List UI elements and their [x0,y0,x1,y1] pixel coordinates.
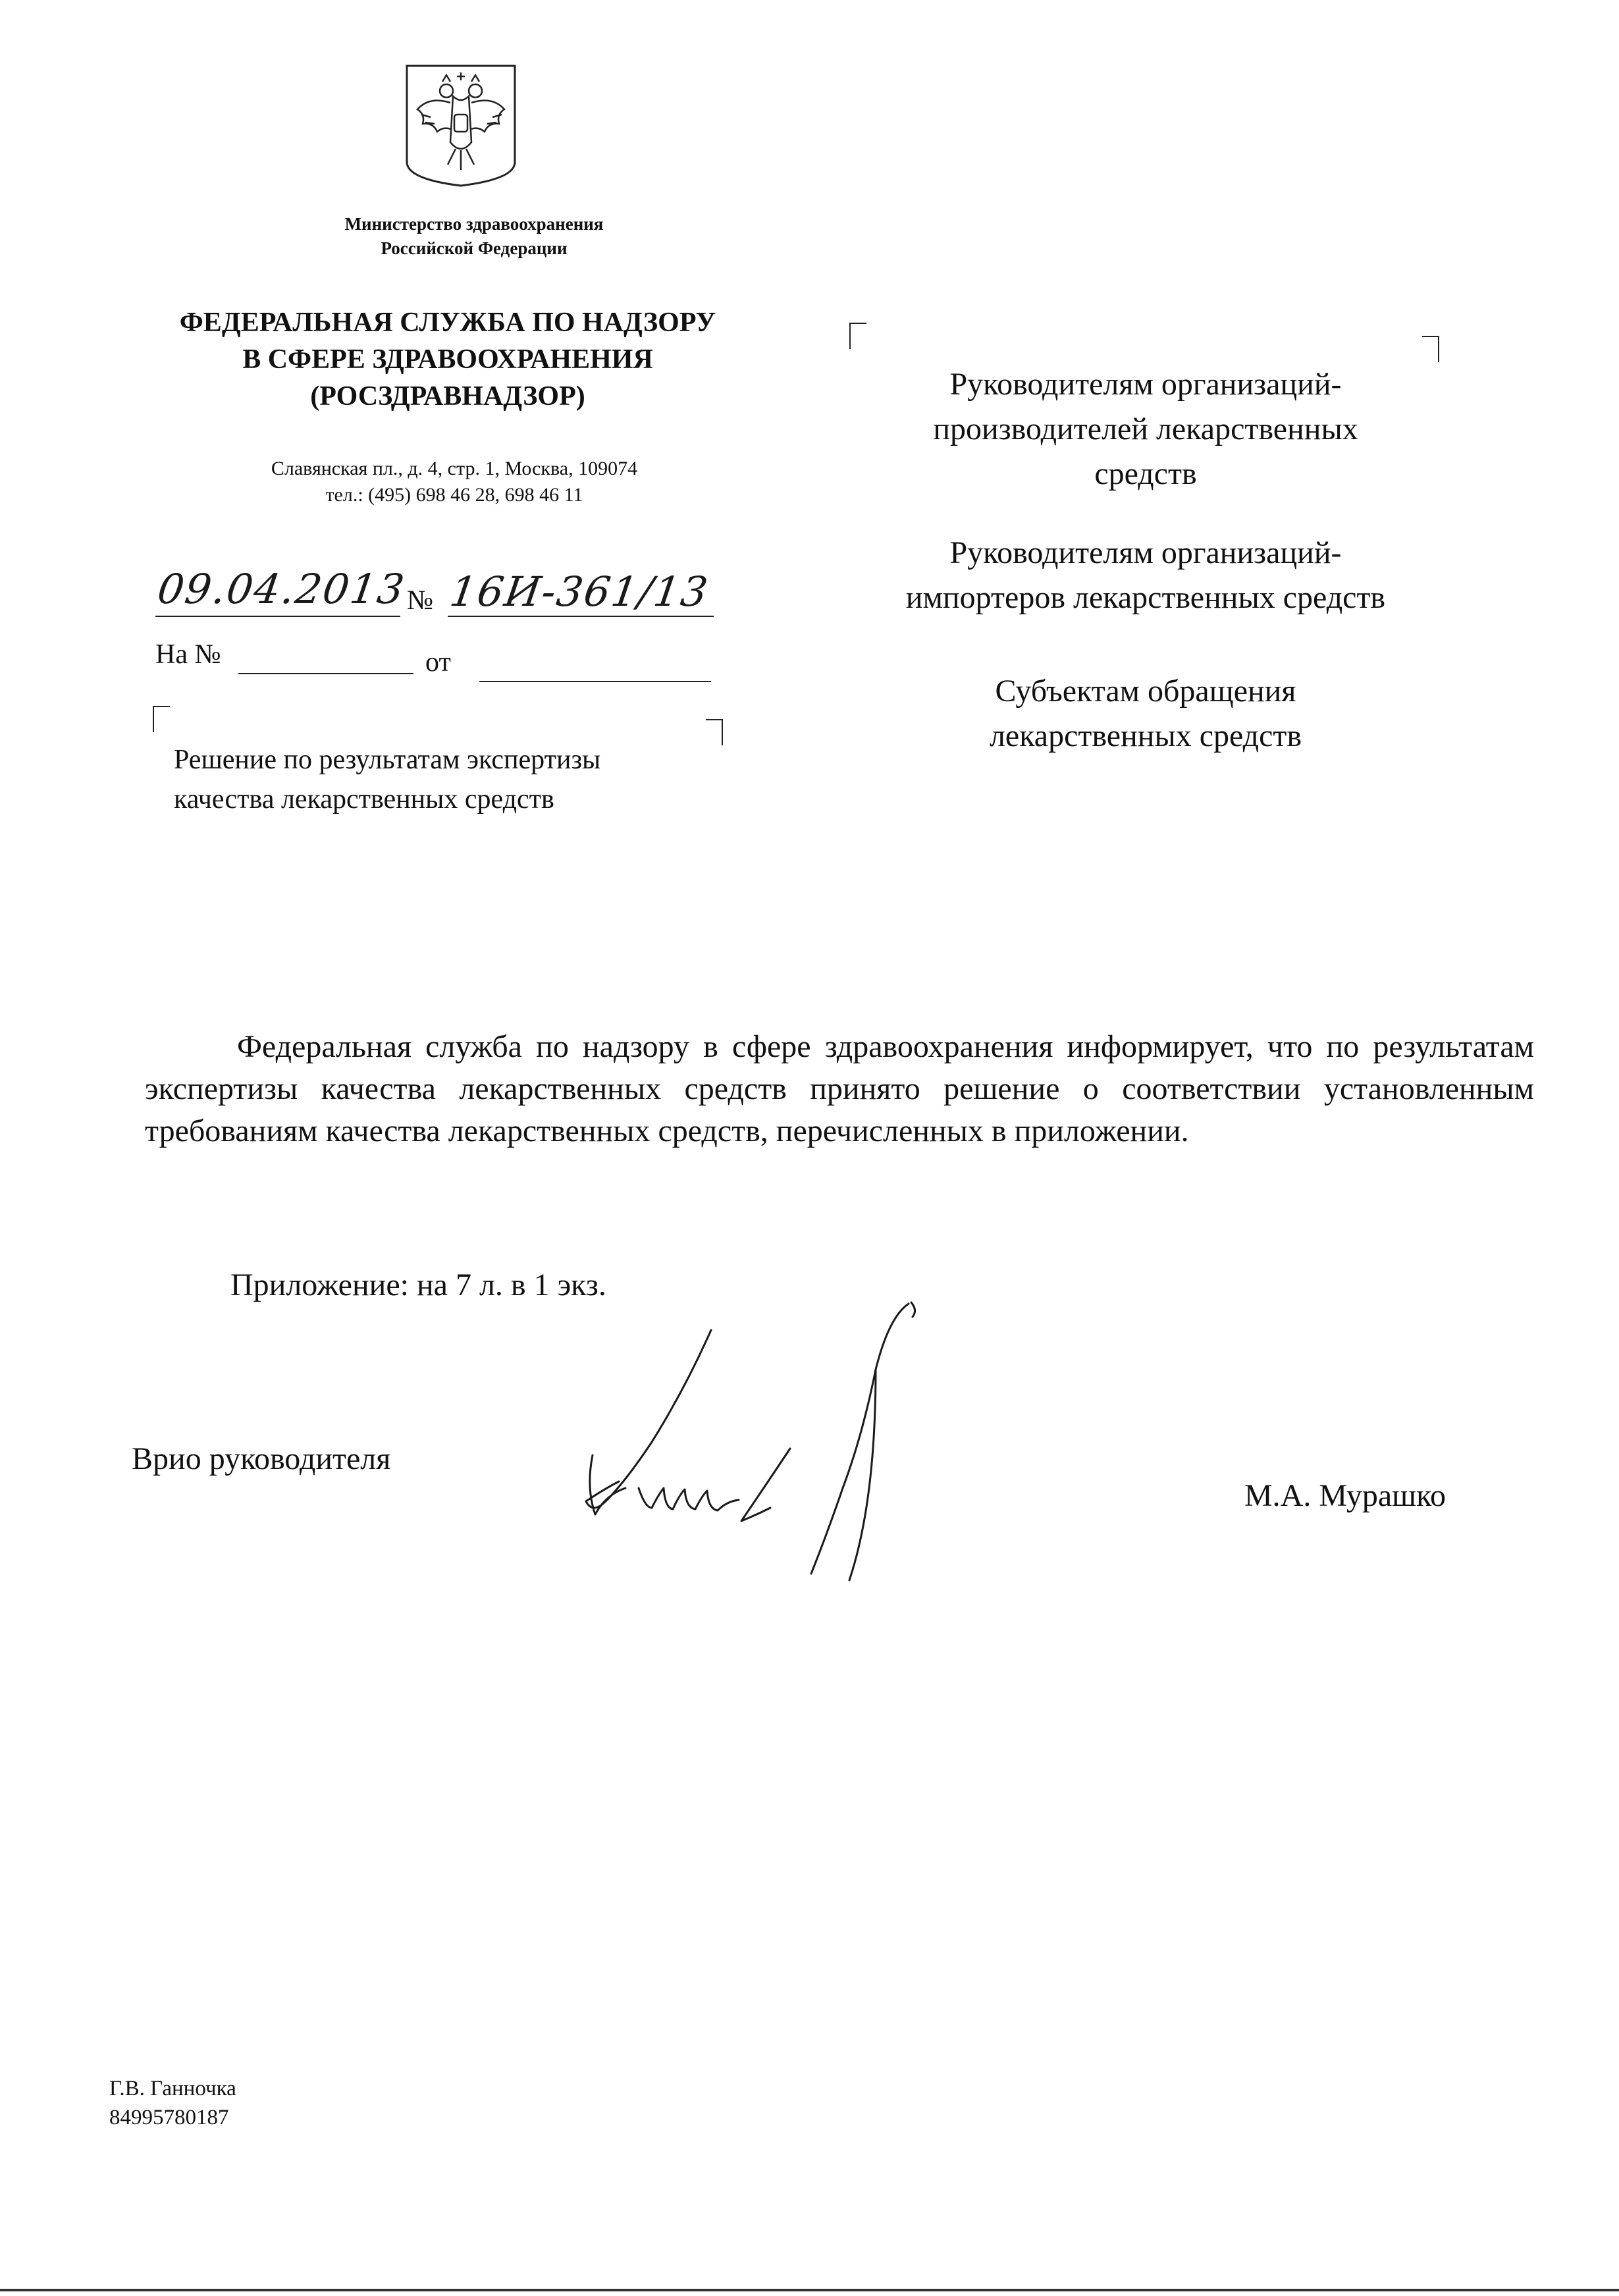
handwritten-signature-icon [566,1291,961,1593]
addressee-line: Субъектам обращения [995,674,1296,708]
service-line: (РОСЗДРАВНАДЗОР) [310,381,585,412]
addressee-line: Руководителям организаций- [949,535,1342,570]
subject [174,740,766,819]
service-name [119,304,777,415]
bracket-top-left [849,323,866,349]
number-sign: № [407,585,434,616]
addressee-line: средств [1094,456,1197,491]
address-line: Славянская пл., д. 4, стр. 1, Москва, 109074 [271,458,638,479]
subject-line: качества лекарственных средств [174,784,554,814]
in-reply-date-blank [479,681,711,682]
service-address [171,456,737,508]
signer-name: М.А. Мурашко [1244,1478,1446,1513]
addressee-subjects [816,669,1475,759]
from-label: от [425,647,451,678]
addressee-line: импортеров лекарственных средств [905,580,1386,615]
service-line: ФЕДЕРАЛЬНАЯ СЛУЖБА ПО НАДЗОРУ [179,307,716,338]
addressee-line: Руководителям организаций- [949,367,1342,402]
scan-bottom-edge [0,2289,1619,2291]
document-number: 16И-361/13 [446,568,712,616]
addressee-line: лекарственных средств [989,718,1302,753]
executor-name: Г.В. Ганночка [109,2077,236,2100]
in-reply-number-blank [238,673,413,674]
ministry-line: Российской Федерации [381,238,568,258]
service-line: В СФЕРЕ ЗДРАВООХРАНЕНИЯ [242,344,653,375]
phone-line: тел.: (495) 698 46 28, 698 46 11 [325,484,583,506]
ministry-name [250,212,698,261]
ministry-line: Министерство здравоохранения [344,214,604,234]
subject-line: Решение по результатам экспертизы [174,745,601,775]
in-reply-label: На № [155,639,221,670]
document-date: 09.04.2013 [154,565,409,613]
bracket-top-left [153,706,170,732]
addressee-manufacturers [816,362,1475,496]
executor-phone: 84995780187 [109,2106,229,2129]
addressee-importers [816,531,1475,620]
russian-coat-of-arms-icon [403,63,519,188]
signer-title: Врио руководителя [132,1441,391,1476]
executor-info [109,2074,236,2132]
body-paragraph: Федеральная служба по надзору в сфере здравоохранения информирует, что по результатам экспертизы качества лекарственных средств принято решение о соответствии установленным требованиям качества лекарственных средств, перечисленных в приложении. [145,1029,1534,1148]
bracket-top-right [1422,336,1439,362]
addressee-line: производителей лекарственных [933,412,1358,446]
appendix-note: Приложение: на 7 л. в 1 экз. [230,1268,606,1302]
